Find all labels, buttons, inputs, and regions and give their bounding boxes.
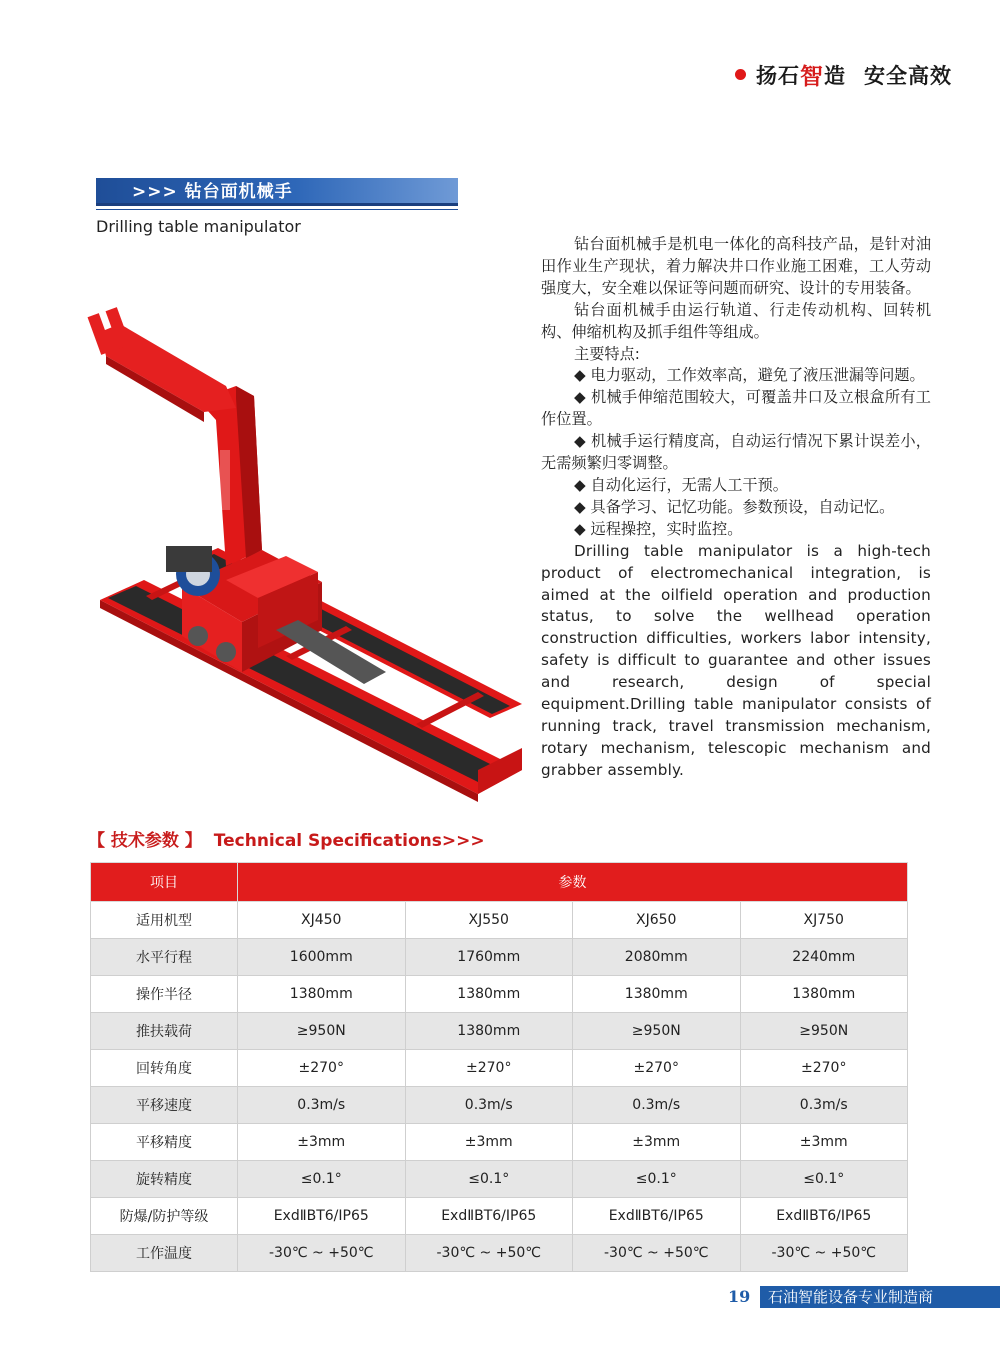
table-cell: ±3mm <box>573 1124 741 1161</box>
table-row <box>91 1124 908 1161</box>
table-cell: 1760mm <box>405 939 573 976</box>
table-cell: 0.3m/s <box>405 1087 573 1124</box>
table-cell: -30℃ ~ +50℃ <box>740 1235 908 1272</box>
table-row <box>91 1087 908 1124</box>
table-cell: 1600mm <box>238 939 406 976</box>
manipulator-illustration <box>86 300 526 810</box>
table-cell: ≤0.1° <box>405 1161 573 1198</box>
feature-item: ◆ 机械手伸缩范围较大，可覆盖井口及立根盒所有工作位置。 <box>541 388 931 429</box>
table-cell: 0.3m/s <box>573 1087 741 1124</box>
table-cell: ≤0.1° <box>238 1161 406 1198</box>
table-row <box>91 939 908 976</box>
section-subtitle: Drilling table manipulator <box>96 217 301 236</box>
slogan-part1: 扬石 <box>756 63 800 88</box>
description-paragraph-1: 钻台面机械手是机电一体化的高科技产品，是针对油田作业生产现状，着力解决井口作业施工困难，工人劳动强度大，安全难以保证等问题而研究、设计的专用装备。 <box>541 235 931 297</box>
feature-item: ◆ 机械手运行精度高，自动运行情况下累计误差小，无需频繁归零调整。 <box>541 432 931 473</box>
table-cell: ±3mm <box>405 1124 573 1161</box>
table-row <box>91 1235 908 1272</box>
table-cell: ExdⅡBT6/IP65 <box>405 1198 573 1235</box>
description-block <box>541 234 931 782</box>
table-cell: 1380mm <box>405 1013 573 1050</box>
table-row <box>91 1050 908 1087</box>
slogan-part3: 安全高效 <box>864 63 952 88</box>
slogan-part2: 造 <box>824 63 846 88</box>
table-cell: 1380mm <box>405 976 573 1013</box>
header-slogan <box>735 58 952 91</box>
table-cell: ExdⅡBT6/IP65 <box>238 1198 406 1235</box>
description-paragraph-2: 钻台面机械手由运行轨道、行走传动机构、回转机构、伸缩机构及抓手组件等组成。 <box>541 300 931 341</box>
row-label: 工作温度 <box>91 1235 238 1272</box>
table-row <box>91 976 908 1013</box>
bullet-dot-icon <box>735 69 746 80</box>
table-cell: 2080mm <box>573 939 741 976</box>
row-label: 平移速度 <box>91 1087 238 1124</box>
features-title: 主要特点: <box>574 344 640 363</box>
header-params: 参数 <box>238 863 908 902</box>
row-label: 适用机型 <box>91 902 238 939</box>
table-cell: ExdⅡBT6/IP65 <box>740 1198 908 1235</box>
table-cell: ≤0.1° <box>573 1161 741 1198</box>
table-cell: XJ450 <box>238 902 406 939</box>
feature-item: ◆ 远程操控，实时监控。 <box>574 519 743 538</box>
table-cell: -30℃ ~ +50℃ <box>238 1235 406 1272</box>
section-divider <box>96 209 458 210</box>
table-cell: XJ750 <box>740 902 908 939</box>
feature-item: ◆ 具备学习、记忆功能。参数预设，自动记忆。 <box>574 497 895 516</box>
row-label: 平移精度 <box>91 1124 238 1161</box>
row-label: 回转角度 <box>91 1050 238 1087</box>
table-row <box>91 1198 908 1235</box>
table-cell: XJ650 <box>573 902 741 939</box>
row-label: 防爆/防护等级 <box>91 1198 238 1235</box>
table-row <box>91 902 908 939</box>
feature-item: ◆ 自动化运行，无需人工干预。 <box>574 475 788 494</box>
spec-title-en: Technical Specifications>>> <box>213 831 485 851</box>
table-cell: ≥950N <box>238 1013 406 1050</box>
table-cell: 1380mm <box>740 976 908 1013</box>
table-cell: -30℃ ~ +50℃ <box>573 1235 741 1272</box>
page-number: 19 <box>728 1287 751 1306</box>
feature-item: ◆ 电力驱动，工作效率高，避免了液压泄漏等问题。 <box>574 366 925 385</box>
table-cell: 1380mm <box>238 976 406 1013</box>
spec-table <box>90 862 908 1272</box>
footer-tagline: 石油智能设备专业制造商 <box>760 1286 1000 1308</box>
table-cell: 2240mm <box>740 939 908 976</box>
spec-title <box>88 826 485 851</box>
table-cell: ±270° <box>238 1050 406 1087</box>
table-cell: ±270° <box>405 1050 573 1087</box>
table-cell: XJ550 <box>405 902 573 939</box>
spec-title-cn: 【 技术参数 】 <box>88 831 202 851</box>
table-cell: ±270° <box>573 1050 741 1087</box>
table-cell: 0.3m/s <box>238 1087 406 1124</box>
row-label: 操作半径 <box>91 976 238 1013</box>
table-cell: 1380mm <box>573 976 741 1013</box>
table-cell: ExdⅡBT6/IP65 <box>573 1198 741 1235</box>
table-cell: ±3mm <box>740 1124 908 1161</box>
row-label: 旋转精度 <box>91 1161 238 1198</box>
table-row <box>91 1013 908 1050</box>
header-item: 项目 <box>91 863 238 902</box>
table-row <box>91 1161 908 1198</box>
table-cell: ≤0.1° <box>740 1161 908 1198</box>
slogan-red-char: 智 <box>800 64 824 90</box>
table-cell: ≥950N <box>740 1013 908 1050</box>
row-label: 水平行程 <box>91 939 238 976</box>
table-cell: ≥950N <box>573 1013 741 1050</box>
table-cell: ±3mm <box>238 1124 406 1161</box>
table-cell: ±270° <box>740 1050 908 1087</box>
table-cell: 0.3m/s <box>740 1087 908 1124</box>
description-english: Drilling table manipulator is a high-tech product of electromechanical integration, is aimed at the oilfield operation and production status, to solve the wellhead operation construction difficulties, workers labor intensity, safety is difficult to guarantee and other issues and research, design of special equipment.Drilling table manipulator consists of running track, travel transmission mechanism, rotary mechanism, telescopic mechanism and grabber assembly. <box>541 541 931 779</box>
spec-table-header <box>91 863 908 902</box>
section-title-bar: >>> 钻台面机械手 <box>96 178 458 206</box>
table-cell: -30℃ ~ +50℃ <box>405 1235 573 1272</box>
row-label: 推扶载荷 <box>91 1013 238 1050</box>
